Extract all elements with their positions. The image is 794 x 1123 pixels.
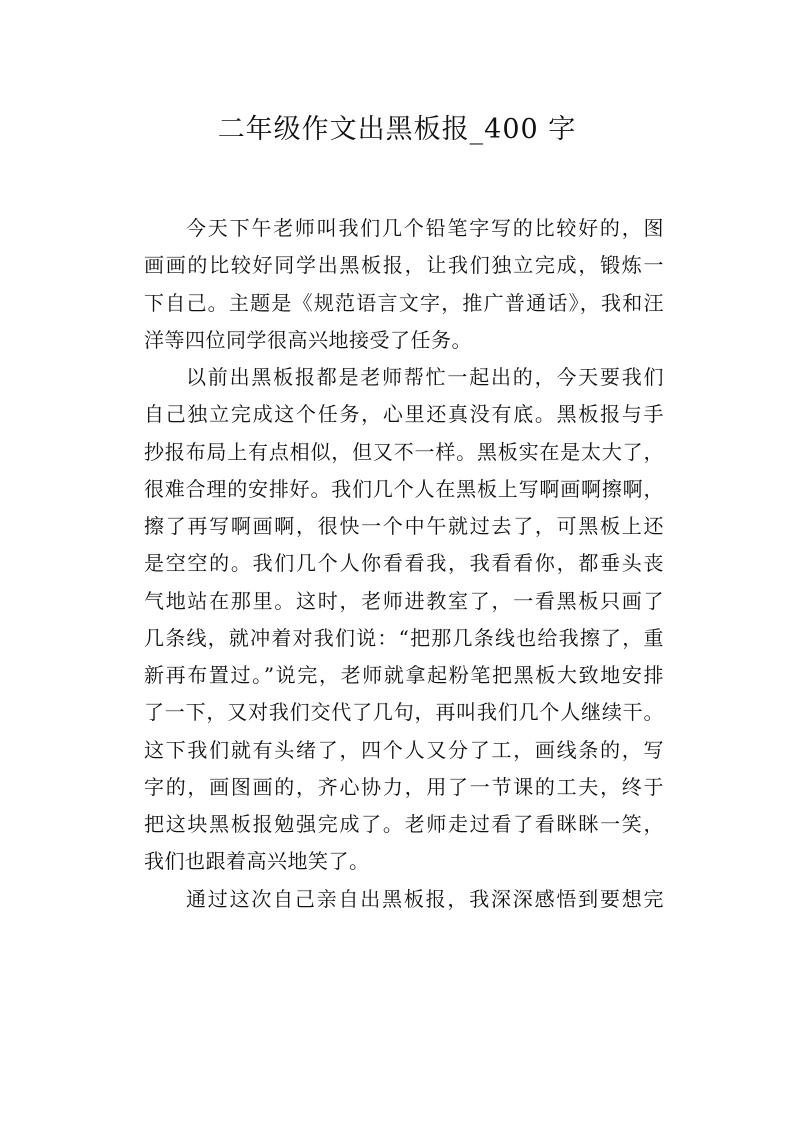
paragraph-line: 抄报布局上有点相似，但又不一样。黑板实在是太大了， — [144, 439, 664, 464]
paragraph-line: 今天下午老师叫我们几个铅笔字写的比较好的，图 — [186, 216, 664, 240]
paragraph-line: 气地站在那里。这时，老师进教室了，一看黑板只画了 — [144, 588, 664, 613]
paragraph-line: 我们也跟着高兴地笑了。 — [144, 849, 370, 874]
paragraph-line: 这下我们就有头绪了，四个人又分了工，画线条的，写 — [144, 737, 664, 762]
paragraph-line: 把这块黑板报勉强完成了。老师走过看了看眯眯一笑， — [144, 812, 664, 836]
document-body — [144, 210, 664, 918]
paragraph-line: 是空空的。我们几个人你看看我，我看看你，都垂头丧 — [144, 551, 664, 576]
paragraph-line: 自己独立完成这个任务，心里还真没有底。黑板报与手 — [144, 402, 664, 427]
paragraph-line: 通过这次自己亲自出黑板报，我深深感悟到要想完 — [186, 886, 664, 911]
paragraph-line: 很难合理的安排好。我们几个人在黑板上写啊画啊擦啊， — [144, 476, 664, 501]
paragraph-line: 新再布置过。”说完，老师就拿起粉笔把黑板大致地安排 — [144, 663, 664, 687]
document-title: 二年级作文出黑板报_400 字 — [217, 114, 577, 145]
paragraph-line: 洋等四位同学很高兴地接受了任务。 — [144, 327, 472, 352]
paragraph-line: 下自己。主题是《规范语言文字，推广普通话》，我和汪 — [144, 290, 664, 315]
paragraph-line: 几条线，就冲着对我们说：“把那几条线也给我擦了，重 — [144, 625, 664, 650]
paragraph-line: 擦了再写啊画啊，很快一个中午就过去了，可黑板上还 — [144, 514, 664, 538]
paragraph-line: 画画的比较好同学出黑板报，让我们独立完成，锻炼一 — [144, 253, 664, 278]
paragraph-line: 字的，画图画的，齐心协力，用了一节课的工夫，终于 — [144, 774, 664, 799]
paragraph-line: 以前出黑板报都是老师帮忙一起出的，今天要我们 — [186, 365, 664, 389]
paragraph-line: 了一下，又对我们交代了几句，再叫我们几个人继续干。 — [144, 700, 664, 725]
